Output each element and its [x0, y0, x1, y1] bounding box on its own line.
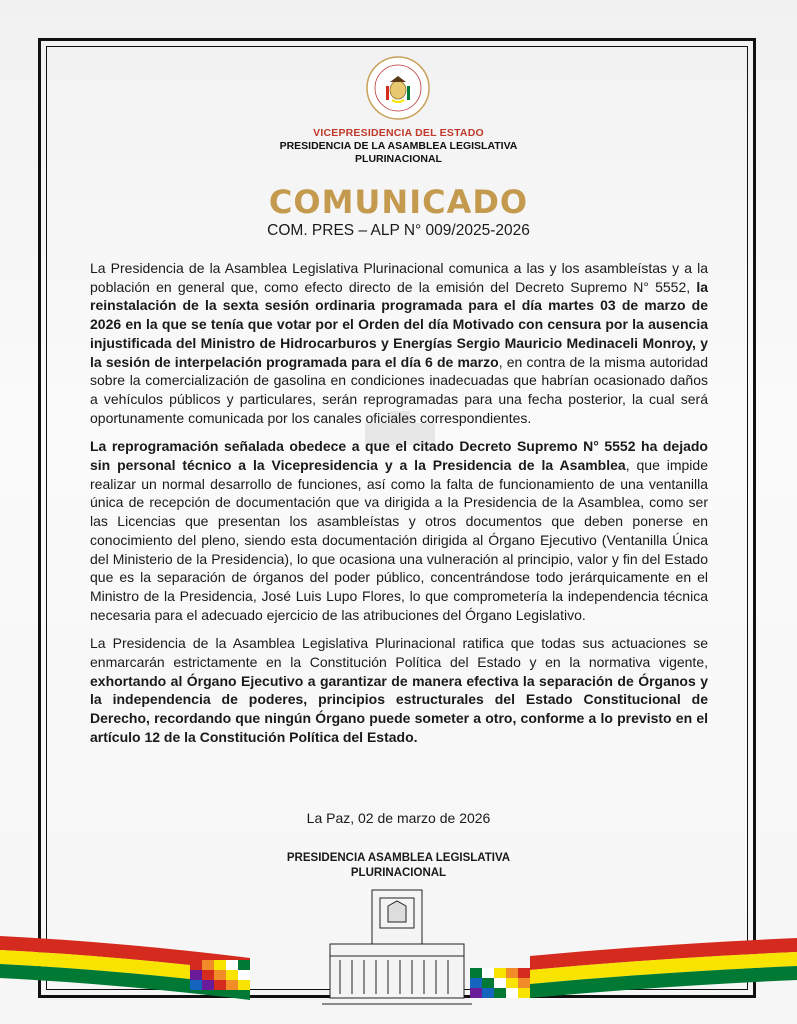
paragraph-1 [90, 259, 708, 427]
communique-body [90, 259, 708, 757]
text-run: La Presidencia de la Asamblea Legislativa Plurinacional comunica a las y los asambleístas y a la población en general que, como efecto directo de la emisión del Decreto Supremo N° 5552, [90, 260, 708, 295]
signature-line-2: PLURINACIONAL [350, 867, 447, 879]
text-run: La Presidencia de la Asamblea Legislativa Plurinacional ratifica que todas sus actuaciones se enmarcarán estrictamente en la Constitución Política del Estado y en la normativa vigente, [90, 635, 708, 671]
bolivian-flag-ribbon-right [530, 938, 797, 998]
bottom-flags-and-palace [0, 880, 797, 1024]
paragraph-2 [90, 437, 708, 624]
paragraph-3 [90, 634, 708, 746]
header-assembly-presidency: PRESIDENCIA DE LA ASAMBLEA LEGISLATIVA [279, 140, 518, 152]
bold-text-run: exhortando al Órgano Ejecutivo a garantizar de manera efectiva la separación de Órganos y la independencia de poderes, principios estructurales del Estado Constitucional de Derecho, recordando que ningún Órgano puede someter a otro, conforme a lo previsto en el artículo 12 de la Constitución Política del Estado. [90, 672, 708, 745]
wiphala-ribbon-left [190, 960, 250, 990]
document-reference: COM. PRES – ALP N° 009/2025-2026 [267, 222, 530, 239]
wiphala-ribbon-right [470, 968, 530, 998]
header-plurinational: PLURINACIONAL [355, 153, 442, 165]
coat-of-arms-seal-icon [366, 56, 430, 120]
bold-text-run: La reprogramación señalada obedece a que el citado Decreto Supremo N° 5552 ha dejado sin personal técnico a la Vicepresidencia y a la Presidencia de la Asamblea [90, 438, 708, 474]
document-title: COMUNICADO [268, 183, 529, 221]
header-vicepresidency: VICEPRESIDENCIA DEL ESTADO [313, 127, 484, 139]
signature-line-1: PRESIDENCIA ASAMBLEA LEGISLATIVA [286, 852, 511, 864]
text-run: , en contra de la misma autoridad sobre la comercialización de gasolina en condiciones inadecuadas que habrían ocasionado daños a vehículos públicos y particulares, serán reprogramadas para una fecha posterior, la cual será oportunamente comunicada por los canales oficiales correspondientes. [90, 353, 708, 426]
bold-text-run: la reinstalación de la sexta sesión ordinaria programada para el día martes 03 de marzo de 2026 en la que se tenía que votar por el Orden del día Motivado con censura por la ausencia injustificada del Ministro de Hidrocarburos y Energías Sergio Mauricio Medinaceli Monroy, y la sesión de interpelación programada para el día 6 de marzo [90, 278, 708, 370]
place-and-date: La Paz, 02 de marzo de 2026 [306, 810, 491, 826]
legislative-palace-icon [322, 890, 472, 1004]
text-run: , que impide realizar un normal desarrollo de funciones, así como la falta de funcionamiento de una ventanilla única de recepción de documentación que va dirigida a la Presidencia de la Asamblea, como ser las Licencias que presentan los asambleístas y otros documentos que deben ponerse en conocimiento del pleno, siendo esta documentación dirigida al Órgano Ejecutivo (Ventanilla Única del Ministerio de la Presidencia), lo que ocasiona una vulneración al principio, valor y fin del Estado que es la separación de órganos del poder público, concentrándose todo jerárquicamente en el Ministro de la Presidencia, José Luis Lupo Flores, lo que comprometería la independencia técnica necesaria para el adecuado ejercicio de las atribuciones del Órgano Legislativo. [90, 457, 708, 623]
